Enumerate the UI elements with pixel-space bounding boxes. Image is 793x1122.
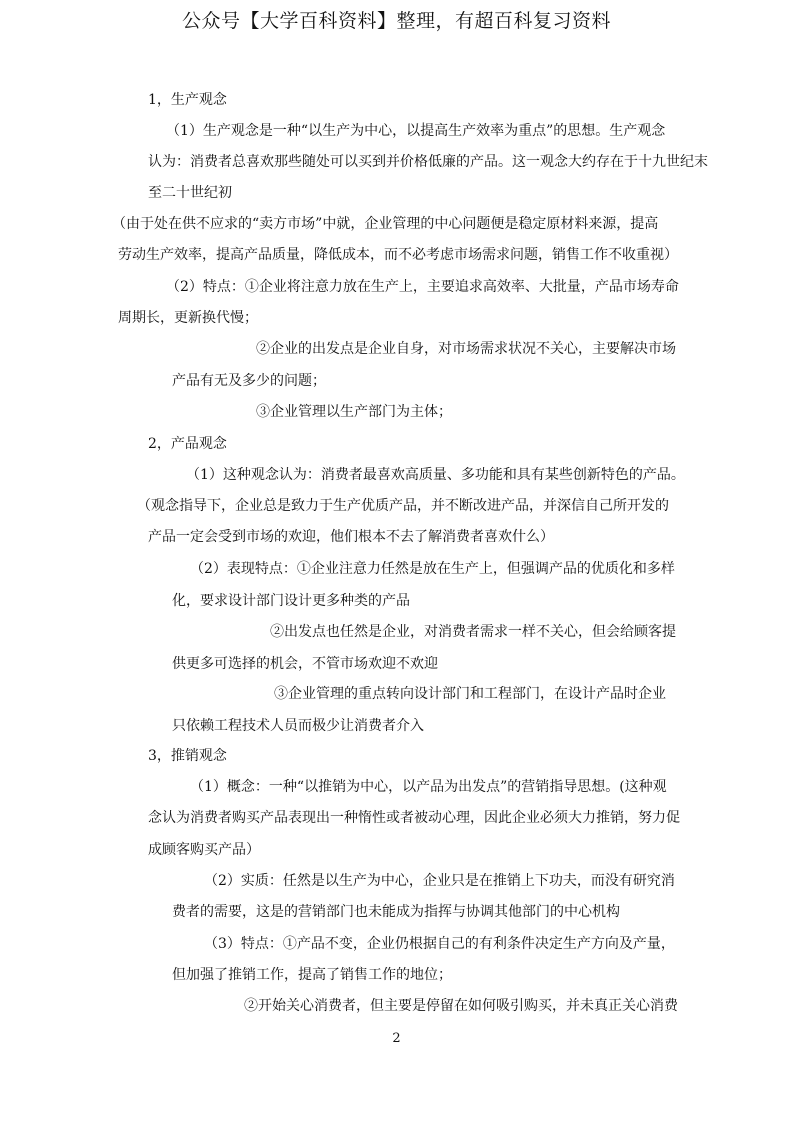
text-line: 3，推销观念 (148, 748, 227, 764)
text-line: （由于处在供不应求的“卖方市场”中就，企业管理的中心问题便是稳定原材料来源，提高 (112, 216, 659, 232)
text-line: 只依赖工程技术人员而极少让消费者介入 (172, 718, 424, 734)
text-line: ②出发点也任然是企业，对消费者需求一样不关心，但会给顾客提 (270, 624, 676, 640)
text-line: 成顾客购买产品） (148, 842, 260, 858)
text-line: 费者的需要，这是的营销部门也未能成为指挥与协调其他部门的中心机构 (172, 904, 620, 920)
text-line: （1）生产观念是一种“以生产为中心，以提高生产效率为重点”的思想。生产观念 (166, 123, 666, 139)
text-line: 2，产品观念 (148, 436, 227, 452)
document-header: 公众号【大学百科资料】整理，有超百科复习资料 (181, 10, 611, 32)
text-line: （2）特点：①企业将注意力放在生产上，主要追求高效率、大批量，产品市场寿命 (166, 279, 679, 295)
text-line: 至二十世纪初 (148, 185, 232, 201)
text-line: （3）特点：①产品不变，企业仍根据自己的有利条件决定生产方向及产量， (204, 936, 675, 952)
text-line: （1）这种观念认为：消费者最喜欢高质量、多功能和具有某些创新特色的产品。 (186, 467, 685, 483)
text-line: 念认为消费者购买产品表现出一种惰性或者被动心理，因此企业必须大力推销，努力促 (148, 810, 680, 826)
text-line: 劳动生产效率，提高产品质量，降低成本，而不必考虑市场需求问题，销售工作不收重视） (118, 247, 678, 263)
text-line: （1）概念：一种“以推销为中心，以产品为出发点”的营销指导思想。(这种观 (190, 779, 667, 795)
text-line: 认为：消费者总喜欢那些随处可以买到并价格低廉的产品。这一观念大约存在于十九世纪末 (148, 154, 708, 170)
text-line: 产品有无及多少的问题； (172, 373, 326, 389)
text-line: 化，要求设计部门设计更多种类的产品 (172, 593, 410, 609)
text-line: 产品一定会受到市场的欢迎，他们根本不去了解消费者喜欢什么） (148, 529, 554, 545)
text-line: ②开始关心消费者，但主要是停留在如何吸引购买，并未真正关心消费 (244, 998, 678, 1014)
text-line: 但加强了推销工作，提高了销售工作的地位； (172, 967, 452, 983)
text-line: 1，生产观念 (148, 92, 227, 108)
text-line: ③企业管理以生产部门为主体； (256, 404, 452, 420)
text-line: ②企业的出发点是企业自身，对市场需求状况不关心，主要解决市场 (256, 341, 676, 357)
text-line: （2）实质：任然是以生产为中心，企业只是在推销上下功夫，而没有研究消 (204, 873, 675, 889)
text-line: （观念指导下，企业总是致力于生产优质产品，并不断改进产品，并深信自己所开发的 (137, 498, 669, 514)
text-line: ③企业管理的重点转向设计部门和工程部门，在设计产品时企业 (274, 686, 666, 702)
text-line: 周期长，更新换代慢； (118, 310, 258, 326)
page-number: 2 (392, 1031, 401, 1046)
text-line: 供更多可选择的机会，不管市场欢迎不欢迎 (172, 656, 438, 672)
text-line: （2）表现特点：①企业注意力任然是放在生产上，但强调产品的优质化和多样 (190, 561, 675, 577)
